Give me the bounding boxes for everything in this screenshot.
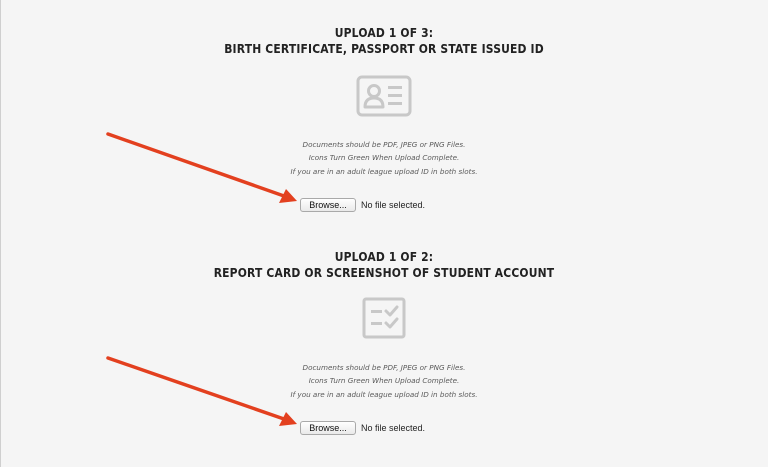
arrow-icon [108,134,297,203]
upload-title: UPLOAD 1 OF 2: [334,249,434,264]
upload-note-adult: If you are in an adult league upload ID in both slots. [290,390,478,399]
browse-button[interactable]: Browse... [300,421,356,435]
upload-subtitle: BIRTH CERTIFICATE, PASSPORT OR STATE ISSUED ID [224,41,544,56]
upload-subtitle: REPORT CARD OR SCREENSHOT OF STUDENT ACCOUNT [213,265,555,280]
arrow-icon [108,358,297,426]
file-status-text: No file selected. [361,423,426,433]
upload-note-format: Documents should be PDF, JPEG or PNG Files. [302,363,466,372]
upload-note-icons: Icons Turn Green When Upload Complete. [308,376,460,385]
file-status-text: No file selected. [361,200,426,210]
upload-title: UPLOAD 1 OF 3: [334,25,434,40]
upload-note-format: Documents should be PDF, JPEG or PNG Files. [302,140,466,149]
browse-button[interactable]: Browse... [300,198,356,212]
upload-note-icons: Icons Turn Green When Upload Complete. [308,153,460,162]
upload-note-adult: If you are in an adult league upload ID in both slots. [290,167,478,176]
